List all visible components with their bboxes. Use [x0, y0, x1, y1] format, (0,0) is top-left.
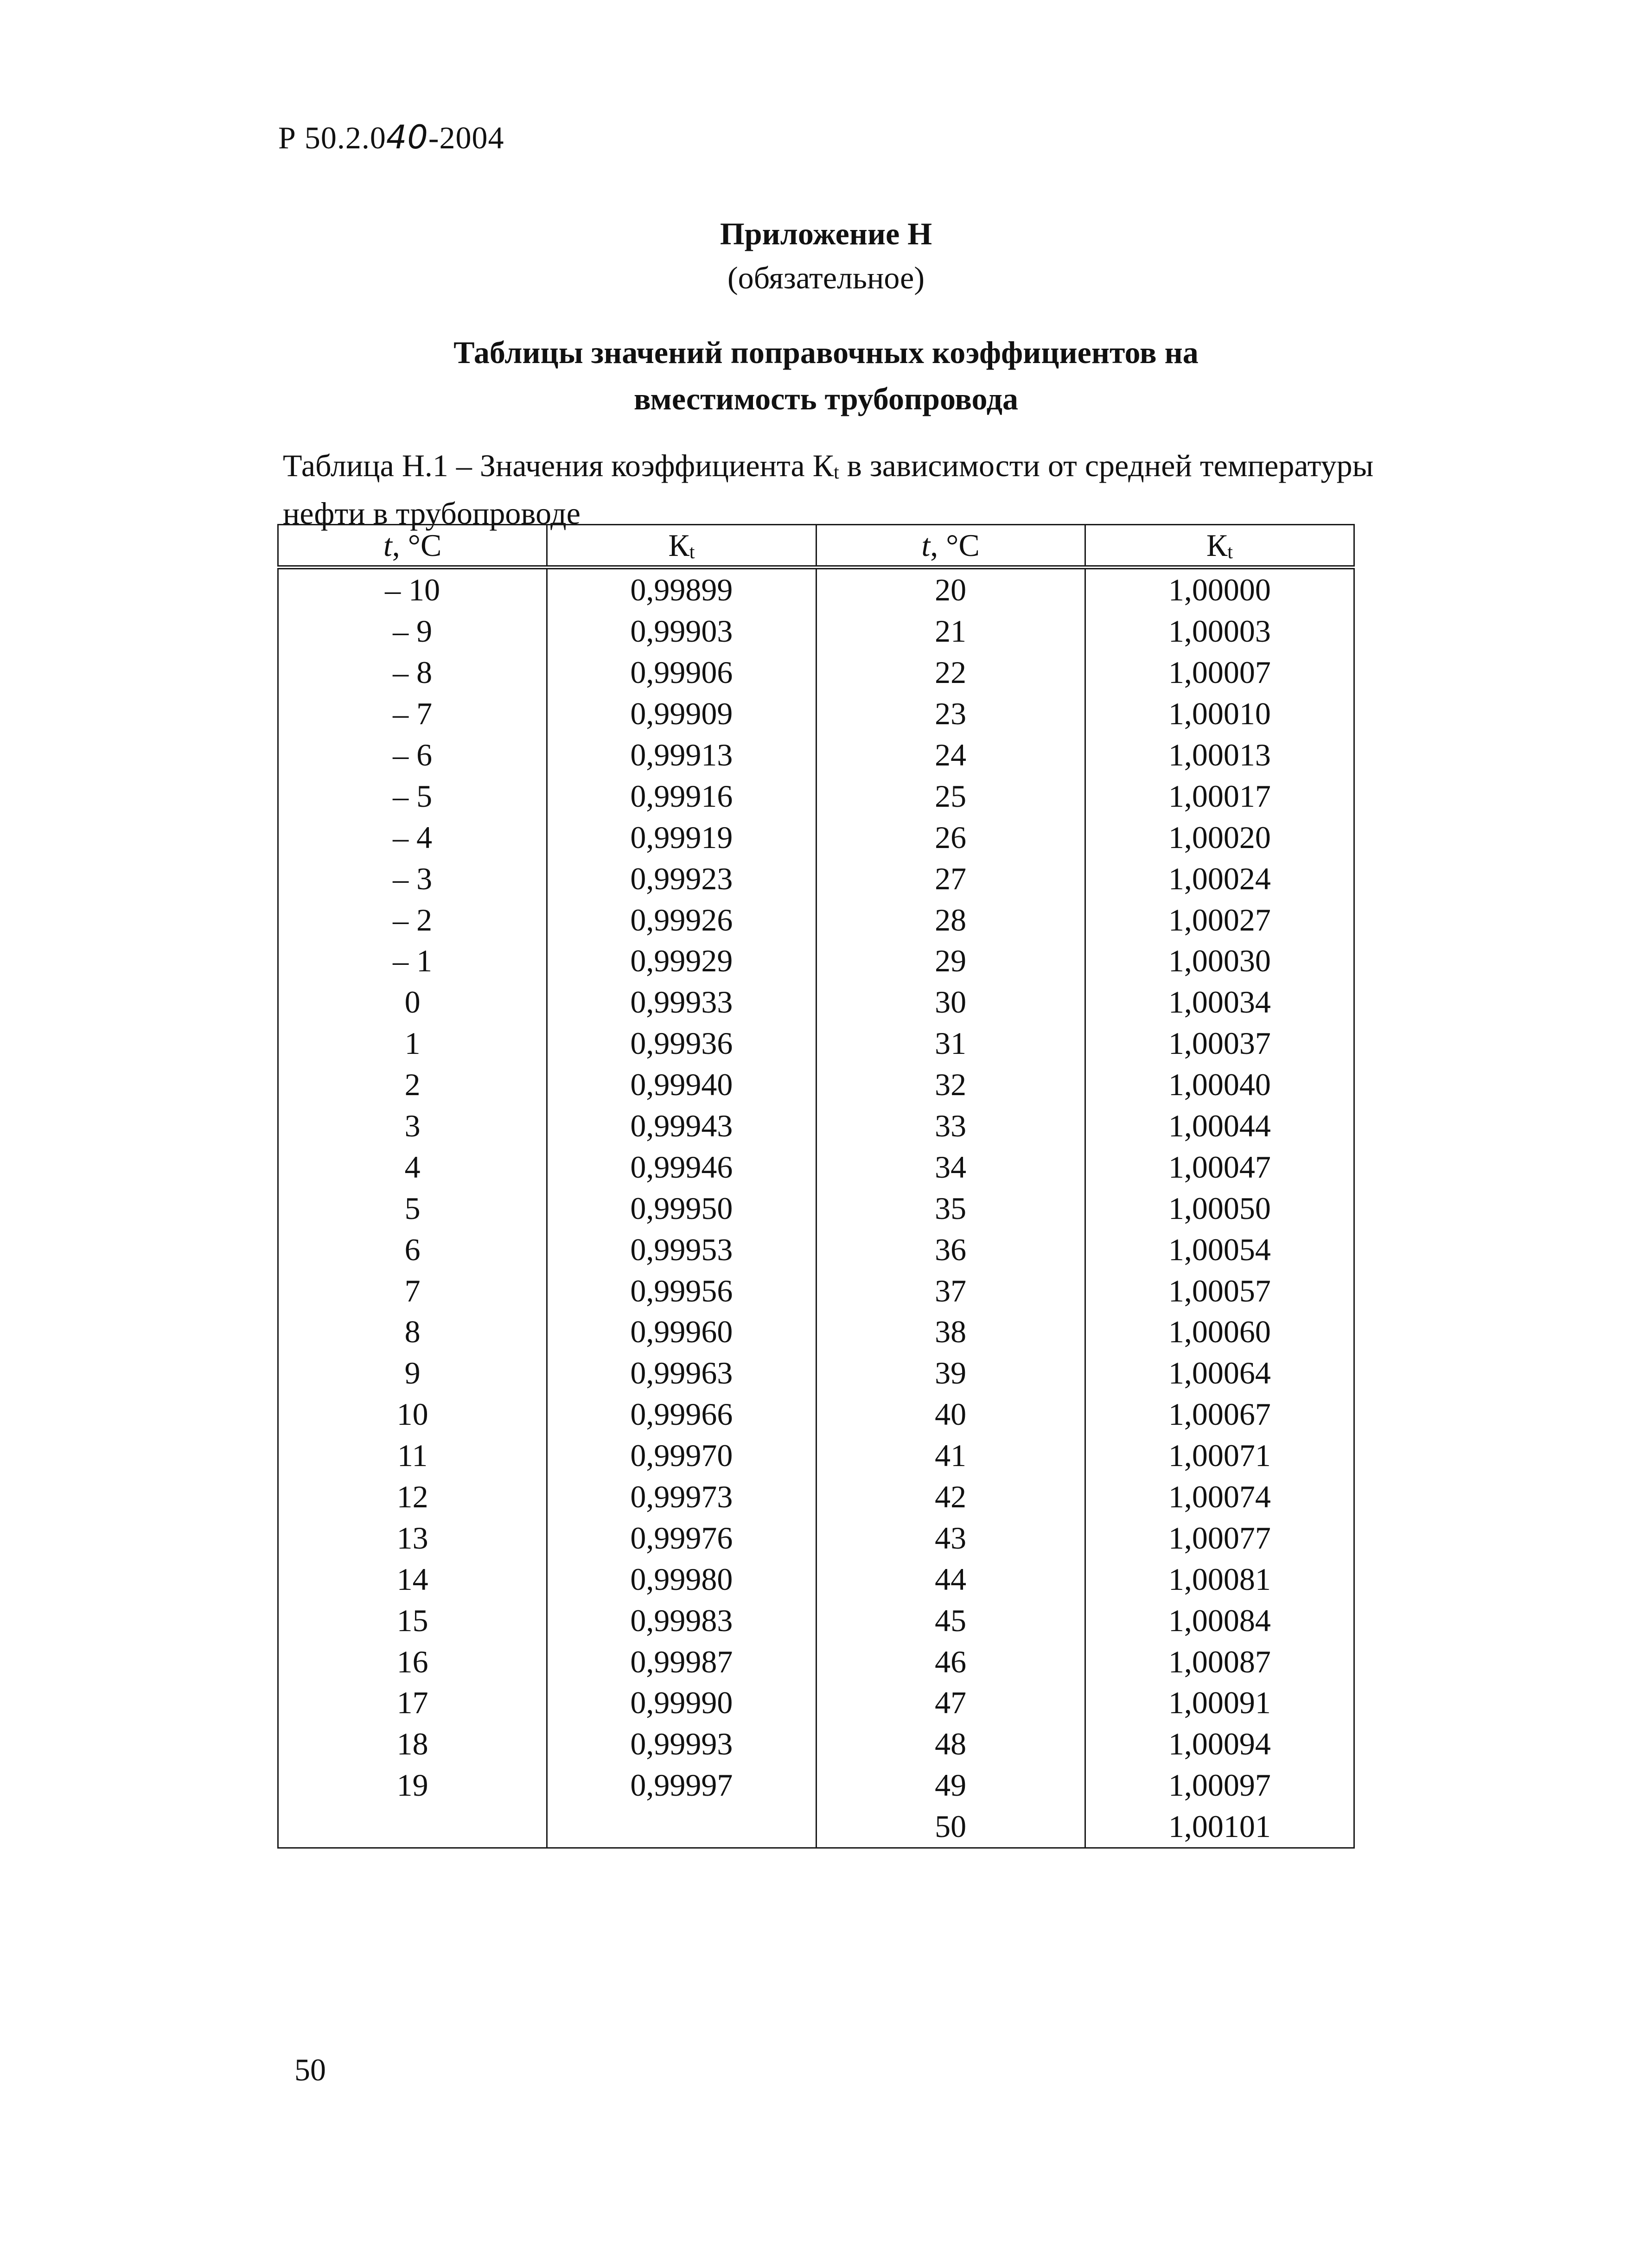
table-row — [278, 1600, 1354, 1641]
table-row — [278, 1517, 1354, 1558]
temperature-cell: – 7 — [278, 693, 547, 734]
table-row — [278, 1311, 1354, 1352]
temperature-cell: 22 — [816, 652, 1085, 693]
temperature-cell: 39 — [816, 1352, 1085, 1394]
table-caption-part-2: в зависимости от средней температуры нефти в трубопроводе — [283, 448, 1374, 531]
temperature-cell: – 6 — [278, 734, 547, 776]
temperature-cell: 23 — [816, 693, 1085, 734]
coefficient-cell: 1,00087 — [1085, 1641, 1354, 1682]
temperature-cell: 26 — [816, 816, 1085, 858]
temperature-cell: 31 — [816, 1023, 1085, 1064]
coefficient-cell: 1,00074 — [1085, 1476, 1354, 1518]
coefficient-cell: 0,99919 — [547, 816, 816, 858]
temperature-cell: 10 — [278, 1394, 547, 1435]
section-heading — [0, 329, 1652, 422]
coefficient-cell: 1,00034 — [1085, 982, 1354, 1023]
temperature-cell: 5 — [278, 1187, 547, 1229]
coefficient-cell: 1,00067 — [1085, 1394, 1354, 1435]
table-row — [278, 1187, 1354, 1229]
table-body — [278, 568, 1354, 1848]
header-k-symbol: К — [1206, 527, 1228, 563]
coefficient-cell: 0,99936 — [547, 1023, 816, 1064]
header-coefficient-2 — [1085, 525, 1354, 568]
temperature-cell: 12 — [278, 1476, 547, 1518]
table-row — [278, 1270, 1354, 1311]
temperature-cell: 8 — [278, 1311, 547, 1352]
temperature-cell: – 10 — [278, 568, 547, 611]
coefficient-cell: 1,00024 — [1085, 858, 1354, 899]
coefficient-cell: 0,99950 — [547, 1187, 816, 1229]
header-t-symbol: t — [921, 527, 931, 563]
coefficient-cell: 1,00044 — [1085, 1105, 1354, 1147]
coefficient-cell: 0,99926 — [547, 899, 816, 940]
temperature-cell: – 9 — [278, 611, 547, 652]
coefficient-cell: 0,99929 — [547, 940, 816, 982]
temperature-cell: – 2 — [278, 899, 547, 940]
temperature-cell: 49 — [816, 1765, 1085, 1806]
coefficient-cell: 0,99913 — [547, 734, 816, 776]
table-row — [278, 1476, 1354, 1518]
temperature-cell: 18 — [278, 1723, 547, 1765]
coefficient-cell: 1,00017 — [1085, 775, 1354, 816]
temperature-cell: 27 — [816, 858, 1085, 899]
coefficient-cell: 1,00013 — [1085, 734, 1354, 776]
temperature-cell — [278, 1806, 547, 1848]
table-row — [278, 1558, 1354, 1600]
coefficient-cell: 0,99906 — [547, 652, 816, 693]
coefficient-cell: 1,00007 — [1085, 652, 1354, 693]
table-row — [278, 982, 1354, 1023]
temperature-cell: 36 — [816, 1229, 1085, 1270]
coefficient-cell: 0,99990 — [547, 1682, 816, 1723]
coefficient-cell: 1,00071 — [1085, 1435, 1354, 1476]
temperature-cell: 50 — [816, 1806, 1085, 1848]
table-row — [278, 1394, 1354, 1435]
coefficient-cell: 0,99997 — [547, 1765, 816, 1806]
temperature-cell: 47 — [816, 1682, 1085, 1723]
coefficient-cell: 0,99933 — [547, 982, 816, 1023]
coefficient-cell: 1,00010 — [1085, 693, 1354, 734]
coefficient-cell: 1,00003 — [1085, 611, 1354, 652]
temperature-cell: 38 — [816, 1311, 1085, 1352]
temperature-cell: 6 — [278, 1229, 547, 1270]
coefficient-cell: 0,99993 — [547, 1723, 816, 1765]
temperature-cell: 32 — [816, 1064, 1085, 1105]
table-row — [278, 1806, 1354, 1848]
coefficient-cell — [547, 1806, 816, 1848]
temperature-cell: 16 — [278, 1641, 547, 1682]
coefficient-cell: 0,99916 — [547, 775, 816, 816]
coefficient-cell: 1,00084 — [1085, 1600, 1354, 1641]
table-row — [278, 1352, 1354, 1394]
header-k-subscript: t — [1227, 541, 1233, 563]
temperature-cell: 13 — [278, 1517, 547, 1558]
coefficient-cell: 1,00020 — [1085, 816, 1354, 858]
table-row — [278, 858, 1354, 899]
table-row — [278, 816, 1354, 858]
table-header-row — [278, 525, 1354, 568]
temperature-cell: 48 — [816, 1723, 1085, 1765]
temperature-cell: 17 — [278, 1682, 547, 1723]
table-row — [278, 1105, 1354, 1147]
document-code-prefix: Р 50.2.0 — [278, 120, 386, 155]
coefficient-cell: 0,99966 — [547, 1394, 816, 1435]
temperature-cell: – 4 — [278, 816, 547, 858]
coefficient-cell: 1,00047 — [1085, 1146, 1354, 1187]
temperature-cell: 0 — [278, 982, 547, 1023]
table-row — [278, 940, 1354, 982]
coefficient-cell: 1,00097 — [1085, 1765, 1354, 1806]
temperature-cell: 28 — [816, 899, 1085, 940]
appendix-title: Приложение Н — [720, 216, 932, 251]
temperature-cell: 25 — [816, 775, 1085, 816]
table-row — [278, 1723, 1354, 1765]
table-row — [278, 611, 1354, 652]
coefficient-cell: 0,99943 — [547, 1105, 816, 1147]
table-caption — [283, 445, 1396, 534]
temperature-cell: 15 — [278, 1600, 547, 1641]
temperature-cell: 30 — [816, 982, 1085, 1023]
header-temperature-1 — [278, 525, 547, 568]
coefficient-cell: 0,99903 — [547, 611, 816, 652]
coefficient-cell: 1,00064 — [1085, 1352, 1354, 1394]
coefficient-cell: 0,99899 — [547, 568, 816, 611]
temperature-cell: 43 — [816, 1517, 1085, 1558]
temperature-cell: 21 — [816, 611, 1085, 652]
document-code-handwritten: 40 — [386, 118, 428, 156]
coefficient-cell: 1,00060 — [1085, 1311, 1354, 1352]
coefficient-cell: 0,99909 — [547, 693, 816, 734]
temperature-cell: 2 — [278, 1064, 547, 1105]
table-row — [278, 1765, 1354, 1806]
temperature-cell: 35 — [816, 1187, 1085, 1229]
table-row — [278, 568, 1354, 611]
table-row — [278, 775, 1354, 816]
coefficient-cell: 0,99987 — [547, 1641, 816, 1682]
temperature-cell: 29 — [816, 940, 1085, 982]
header-t-unit: , °С — [392, 527, 442, 563]
coefficient-table — [277, 524, 1355, 1849]
coefficient-cell: 1,00081 — [1085, 1558, 1354, 1600]
table-row — [278, 1435, 1354, 1476]
section-heading-line-2: вместимость трубопровода — [634, 381, 1018, 416]
temperature-cell: 42 — [816, 1476, 1085, 1518]
table-row — [278, 1023, 1354, 1064]
temperature-cell: 45 — [816, 1600, 1085, 1641]
document-code-suffix: -2004 — [428, 120, 504, 155]
table-row — [278, 1682, 1354, 1723]
temperature-cell: 3 — [278, 1105, 547, 1147]
temperature-cell: 4 — [278, 1146, 547, 1187]
temperature-cell: 44 — [816, 1558, 1085, 1600]
coefficient-cell: 0,99956 — [547, 1270, 816, 1311]
coefficient-cell: 1,00101 — [1085, 1806, 1354, 1848]
temperature-cell: 19 — [278, 1765, 547, 1806]
coefficient-cell: 1,00057 — [1085, 1270, 1354, 1311]
temperature-cell: 7 — [278, 1270, 547, 1311]
temperature-cell: – 8 — [278, 652, 547, 693]
coefficient-cell: 1,00000 — [1085, 568, 1354, 611]
coefficient-cell: 0,99960 — [547, 1311, 816, 1352]
temperature-cell: 20 — [816, 568, 1085, 611]
coefficient-cell: 1,00094 — [1085, 1723, 1354, 1765]
temperature-cell: 9 — [278, 1352, 547, 1394]
temperature-cell: – 1 — [278, 940, 547, 982]
coefficient-cell: 1,00027 — [1085, 899, 1354, 940]
coefficient-cell: 0,99940 — [547, 1064, 816, 1105]
header-k-subscript: t — [689, 541, 695, 563]
table-row — [278, 1064, 1354, 1105]
table-row — [278, 693, 1354, 734]
table-row — [278, 1229, 1354, 1270]
temperature-cell: 40 — [816, 1394, 1085, 1435]
coefficient-cell: 1,00040 — [1085, 1064, 1354, 1105]
coefficient-cell: 1,00030 — [1085, 940, 1354, 982]
coefficient-cell: 1,00091 — [1085, 1682, 1354, 1723]
coefficient-cell: 0,99923 — [547, 858, 816, 899]
coefficient-cell: 0,99976 — [547, 1517, 816, 1558]
table-row — [278, 734, 1354, 776]
coefficient-cell: 0,99953 — [547, 1229, 816, 1270]
temperature-cell: – 5 — [278, 775, 547, 816]
table-row — [278, 652, 1354, 693]
coefficient-cell: 0,99983 — [547, 1600, 816, 1641]
temperature-cell: 1 — [278, 1023, 547, 1064]
table-row — [278, 899, 1354, 940]
temperature-cell: 34 — [816, 1146, 1085, 1187]
temperature-cell: 14 — [278, 1558, 547, 1600]
table-row — [278, 1641, 1354, 1682]
coefficient-cell: 1,00054 — [1085, 1229, 1354, 1270]
header-k-symbol: К — [668, 527, 689, 563]
temperature-cell: 46 — [816, 1641, 1085, 1682]
coefficient-cell: 1,00037 — [1085, 1023, 1354, 1064]
temperature-cell: – 3 — [278, 858, 547, 899]
temperature-cell: 33 — [816, 1105, 1085, 1147]
document-code — [278, 118, 504, 156]
header-coefficient-1 — [547, 525, 816, 568]
coefficient-cell: 0,99973 — [547, 1476, 816, 1518]
section-heading-line-1: Таблицы значений поправочных коэффициентов на — [453, 335, 1199, 370]
table-caption-part-1: Таблица Н.1 – Значения коэффициента К — [283, 448, 834, 483]
temperature-cell: 11 — [278, 1435, 547, 1476]
table-caption-subscript: t — [834, 461, 839, 484]
coefficient-cell: 0,99970 — [547, 1435, 816, 1476]
temperature-cell: 24 — [816, 734, 1085, 776]
table-row — [278, 1146, 1354, 1187]
header-t-symbol: t — [383, 527, 392, 563]
temperature-cell: 41 — [816, 1435, 1085, 1476]
coefficient-cell: 0,99980 — [547, 1558, 816, 1600]
header-temperature-2 — [816, 525, 1085, 568]
coefficient-cell: 0,99963 — [547, 1352, 816, 1394]
coefficient-cell: 1,00077 — [1085, 1517, 1354, 1558]
appendix-status: (обязательное) — [727, 260, 925, 295]
temperature-cell: 37 — [816, 1270, 1085, 1311]
coefficient-cell: 1,00050 — [1085, 1187, 1354, 1229]
page-number: 50 — [294, 2052, 326, 2087]
coefficient-cell: 0,99946 — [547, 1146, 816, 1187]
header-t-unit: , °С — [930, 527, 980, 563]
